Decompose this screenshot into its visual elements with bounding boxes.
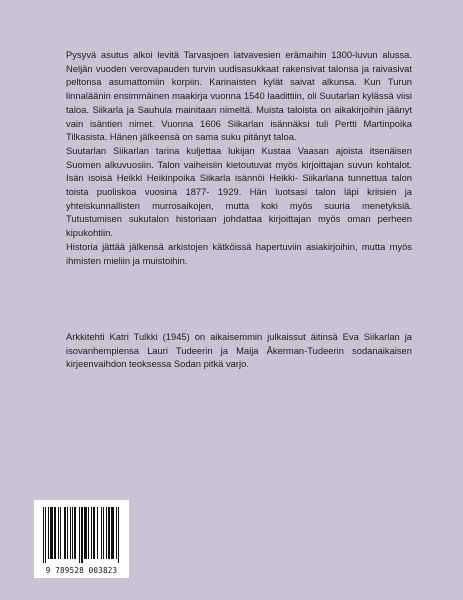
barcode-bar	[45, 507, 46, 563]
paragraph-author: Arkkitehti Katri Tulkki (1945) on aikaisemmin julkaissut äitinsä Eva Siikarlan ja isovanhempiensa Lauri Tudeerin ja Maija Åkerman-Tudeerin sodanaikaisen kirjeenvaihdon teoksessa Sodan pitkä varjo.	[66, 331, 412, 370]
barcode-bar	[72, 507, 73, 559]
barcode-bar	[84, 507, 87, 559]
barcode-bar	[116, 507, 117, 559]
author-bio	[66, 330, 412, 371]
barcode-bar	[79, 507, 80, 563]
barcode-bar	[60, 507, 61, 559]
barcode-bar	[103, 507, 104, 559]
paragraph-history-traces: Historia jättää jälkensä arkistojen kätköissä hapertuviin asiakirjoihin, mutta myös ihmisten mieliin ja muistoihin.	[66, 240, 412, 266]
paragraph-settlement-history: Pysyvä asutus alkoi levitä Tarvasjoen latvavesien erämaihin 1300-luvun alussa. Neljän vuoden verovapauden turvin uudisasukkaat rakensivat talonsa ja raivasivat peltonsa asumattomiin korpiin. Karinaisten kylät saivat alkunsa. Kun Turun linnaläänin ensimmäinen maakirja vuonna 1540 laadittiin, oli Suutarlan kylässä viisi taloa. Siikarla ja Sauhula mainitaan nimeltä. Muista taloista on aikakirjoihin jäänyt vain isäntien nimet. Vuonna 1606 Siikarlan isännäksi tuli Pertti Martinpoika Tilkasista. Hänen jälkeensä on sama suku pitänyt taloa.	[66, 49, 412, 143]
barcode-bar	[118, 507, 119, 563]
barcode-bar	[108, 507, 110, 559]
barcode-bar	[88, 507, 89, 559]
barcode-bar	[58, 507, 59, 559]
barcode-bar	[91, 507, 92, 559]
isbn-number: 9 789528 003823	[45, 566, 118, 575]
barcode-bar	[97, 507, 98, 559]
barcode-bar	[93, 507, 95, 559]
isbn-barcode	[34, 500, 129, 578]
barcode-bar	[64, 507, 66, 559]
barcode-bar	[111, 507, 114, 559]
barcode-bars	[43, 507, 120, 563]
barcode-bar	[70, 507, 71, 559]
barcode-bar	[106, 507, 107, 559]
barcode-bar	[43, 507, 44, 563]
barcode-bar	[81, 507, 83, 563]
barcode-bar	[67, 507, 68, 559]
barcode-bar	[54, 507, 56, 559]
paragraph-siikarla-story: Suutarlan Siikarlan tarina kuljettaa lukijan Kustaa Vaasan ajoista itsenäisen Suomen alkuvuosiin. Talon vaiheisiin kietoutuvat myös kirjoittajan suvun kohtalot. Isän isoisä Heikki Heikinpoika Siikarla isännöi Heikki- Siikarlana tunnettua talon toista puoliskoa vuosina 1877- 1929. Hän luotsasi talon läpi kriisien ja yhteiskunnallisten murrosaikojen, mutta koki myös suuria menetyksiä. Tutustumisen sukutalon historiaan johdattaa kirjoittajan myös oman perheen kipukohtiin.	[66, 144, 412, 239]
barcode-bar	[48, 507, 49, 559]
barcode-bar	[74, 507, 76, 559]
barcode-bar	[101, 507, 102, 559]
barcode-bar	[50, 507, 53, 559]
back-cover-text	[66, 48, 412, 267]
